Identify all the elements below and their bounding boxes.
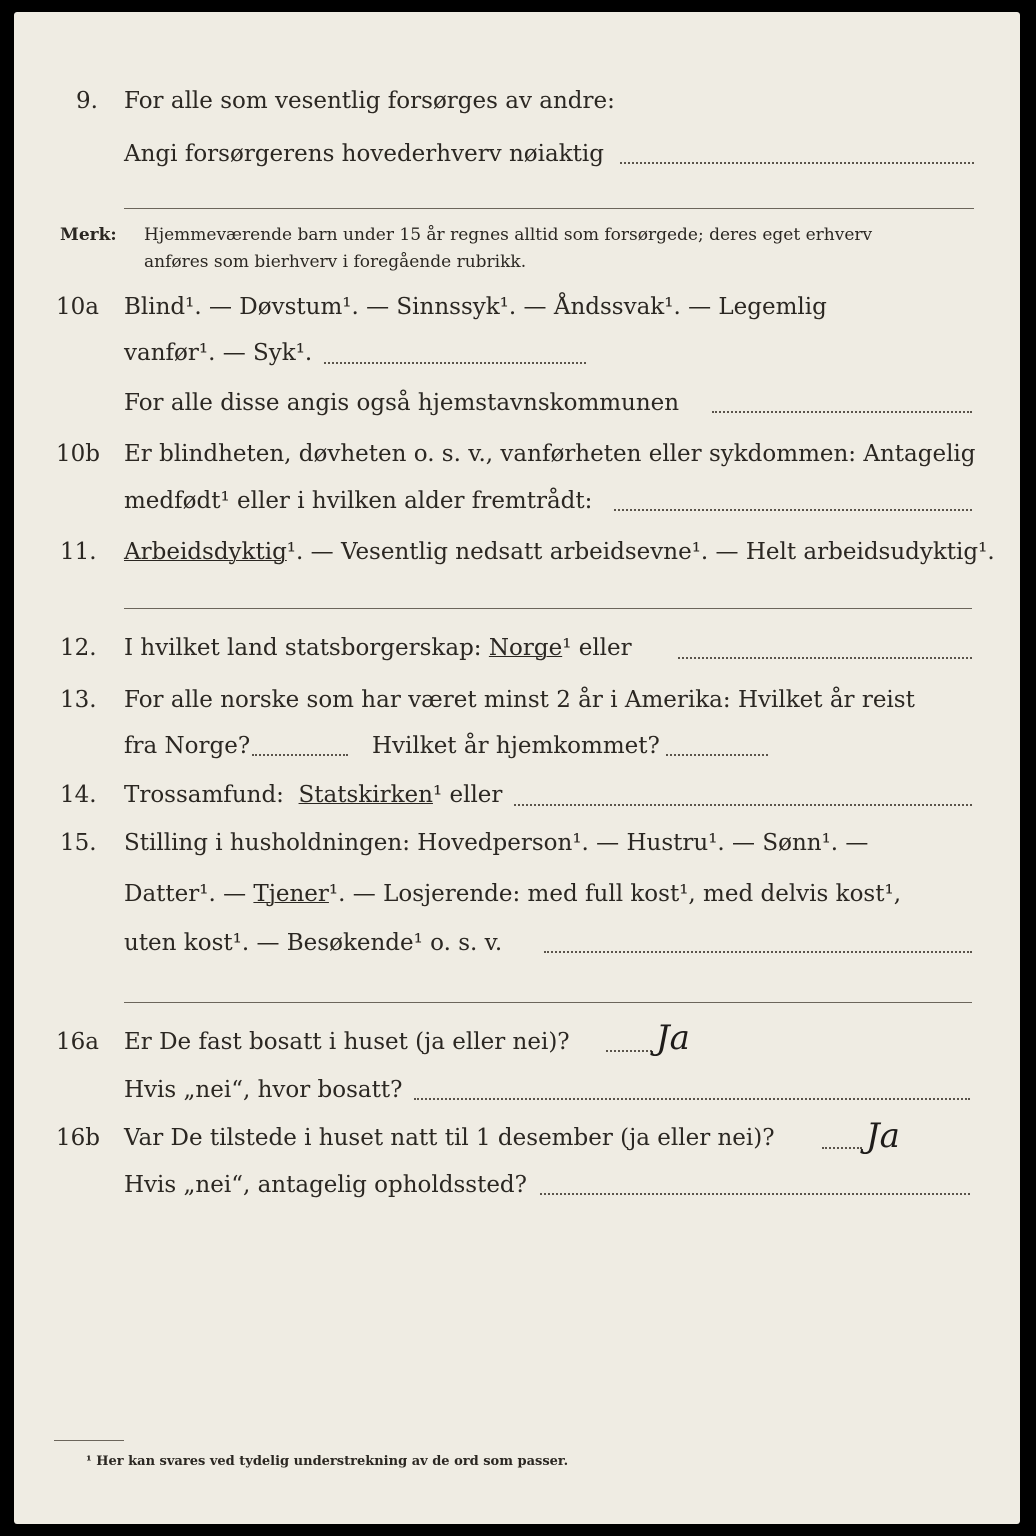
question-number: 11.	[60, 539, 97, 565]
options-text: ¹. — Vesentlig nedsatt arbeidsevne¹. — Helt arbeidsudyktig¹.	[286, 539, 995, 565]
question-text: uten kost¹. — Besøkende¹ o. s. v.	[124, 930, 503, 956]
question-text: Var De tilstede i huset natt til 1 desember (ja eller nei)?	[124, 1125, 775, 1151]
question-label: I hvilket land statsborgerskap:	[124, 635, 482, 661]
question-text: Er blindheten, døvheten o. s. v., vanførheten eller sykdommen: Antagelig	[124, 441, 976, 467]
question-text: vanfør¹. — Syk¹.	[124, 340, 313, 366]
question-number: 15.	[60, 830, 97, 856]
question-number: 16a	[56, 1029, 99, 1055]
note-text: anføres som bierhverv i foregående rubrikk.	[144, 252, 527, 272]
options-text: Datter¹. —	[124, 881, 247, 907]
answer-field-16a[interactable]	[606, 1050, 652, 1052]
question-text	[124, 635, 632, 661]
footnote-divider	[54, 1440, 124, 1441]
answer-field-10a-kommune[interactable]	[712, 411, 972, 413]
question-text: Stilling i husholdningen: Hovedperson¹. — Hustru¹. — Sønn¹. —	[124, 830, 869, 856]
footnote-text: ¹ Her kan svares ved tydelig understrekning av de ord som passer.	[86, 1454, 569, 1469]
question-text: Blind¹. — Døvstum¹. — Sinnssyk¹. — Åndssvak¹. — Legemlig	[124, 294, 827, 320]
question-text: Hvis „nei“, hvor bosatt?	[124, 1077, 403, 1103]
answer-line[interactable]	[124, 1002, 972, 1003]
selected-option[interactable]: Arbeidsdyktig	[124, 539, 287, 565]
answer-field-16b-opholdssted[interactable]	[540, 1193, 970, 1195]
answer-field-10a[interactable]	[324, 362, 586, 364]
question-number: 10a	[56, 294, 99, 320]
answer-field-13-hjemkommet[interactable]	[666, 754, 768, 756]
question-text: For alle norske som har været minst 2 år i Amerika: Hvilket år reist	[124, 687, 915, 713]
options-text: ¹ eller	[432, 782, 503, 808]
answer-field-13-reist[interactable]	[252, 754, 348, 756]
answer-line[interactable]	[124, 208, 974, 209]
answer-field-14[interactable]	[514, 804, 972, 806]
note-label: Merk:	[60, 225, 117, 245]
options-text: ¹. — Losjerende: med full kost¹, med delvis kost¹,	[328, 881, 902, 907]
handwritten-answer-16b[interactable]: Ja	[866, 1116, 900, 1156]
answer-line[interactable]	[124, 608, 972, 609]
question-number: 16b	[56, 1125, 100, 1151]
question-text	[124, 539, 995, 565]
question-number: 9.	[76, 88, 98, 114]
answer-field-16b[interactable]	[822, 1147, 862, 1149]
handwritten-answer-16a[interactable]: Ja	[656, 1018, 690, 1058]
options-text: ¹ eller	[562, 635, 632, 661]
selected-option[interactable]: Tjener	[253, 881, 329, 907]
note-text: Hjemmeværende barn under 15 år regnes alltid som forsørgede; deres eget erhverv	[144, 225, 873, 245]
question-number: 10b	[56, 441, 100, 467]
answer-field-12[interactable]	[678, 657, 972, 659]
answer-field-10b[interactable]	[614, 509, 972, 511]
question-text: For alle som vesentlig forsørges av andre:	[124, 88, 615, 114]
selected-option[interactable]: Norge	[488, 635, 563, 661]
question-text: Angi forsørgerens hovederhverv nøiaktig	[124, 141, 604, 167]
question-number: 13.	[60, 687, 97, 713]
question-number: 12.	[60, 635, 97, 661]
question-label: Trossamfund:	[124, 782, 284, 808]
answer-field-9[interactable]	[620, 162, 974, 164]
answer-field-15[interactable]	[544, 951, 972, 953]
question-text	[124, 881, 901, 907]
form-page	[14, 12, 1020, 1524]
question-number: 14.	[60, 782, 97, 808]
question-text: Hvis „nei“, antagelig opholdssted?	[124, 1172, 527, 1198]
question-text	[124, 782, 502, 808]
question-text: fra Norge?	[124, 733, 251, 759]
question-text: Er De fast bosatt i huset (ja eller nei)?	[124, 1029, 570, 1055]
question-text: For alle disse angis også hjemstavnskommunen	[124, 390, 680, 416]
answer-field-16a-bosatt[interactable]	[414, 1098, 970, 1100]
question-text: Hvilket år hjemkommet?	[372, 733, 660, 759]
question-text: medfødt¹ eller i hvilken alder fremtrådt:	[124, 488, 593, 514]
selected-option[interactable]: Statskirken	[298, 782, 433, 808]
